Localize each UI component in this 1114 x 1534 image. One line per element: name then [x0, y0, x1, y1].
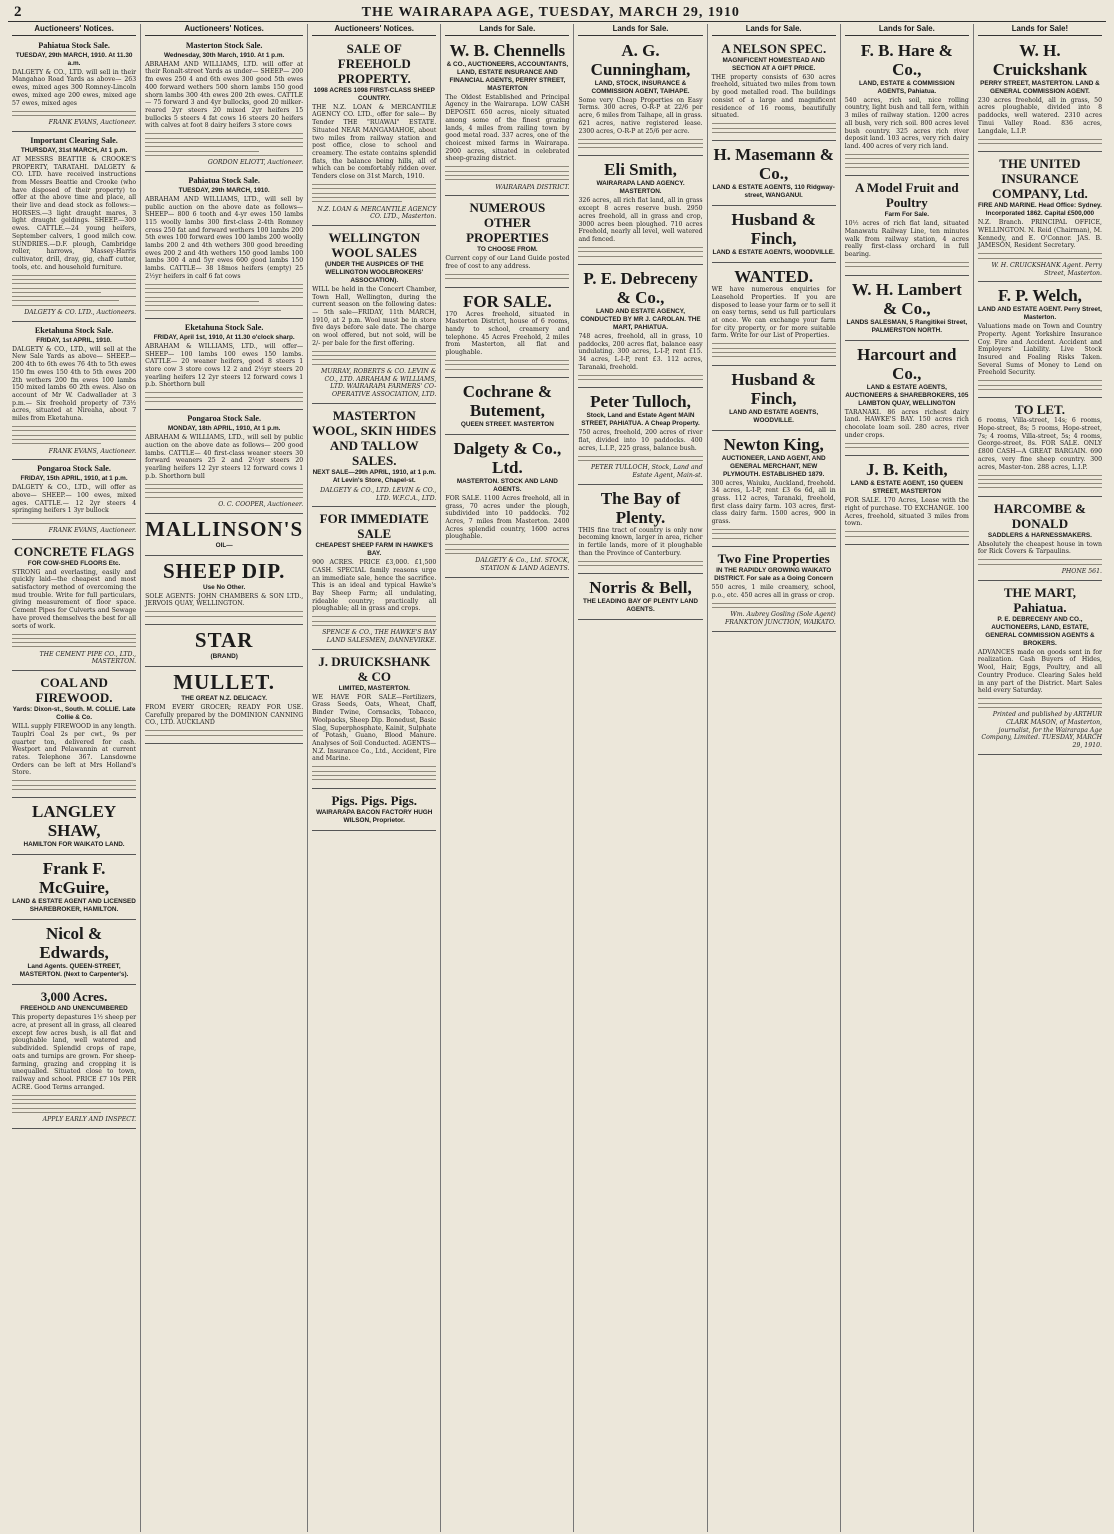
ad-title: A. G. Cunningham, [590, 40, 691, 79]
ad-title: THE UNITED INSURANCE COMPANY, Ltd. [992, 156, 1088, 202]
ad-subtitle: Stock, Land and Estate Agent MAIN STREET, PAHIATUA. A Cheap Property. [581, 412, 700, 428]
ad-body: ABRAHAM & WILLIAMS, LTD., will sell by public auction on the above date as follows— 200 good lambs. CATTLE— 40 first-class weaner steers 30 forward weaners 25 2 and 2½yr steers 20 yearling heifers 12 2yr steers 12 forward cows 1 p.b. Shorthorn bull [145, 434, 304, 480]
ad-signature: APPLY EARLY AND INSPECT. [42, 1116, 137, 1124]
ad-subtitle: LAND & ESTATE AGENTS, WOODVILLE. [712, 249, 835, 257]
ad-body: 900 ACRES. PRICE £3,000. £1,500 CASH. SPECIAL family reasons urge an immediate sale, hence the sacrifice. This is an ideal and typical Hawke's Bay Sheep Farm; all undulating, rideable country; practically all ploughable; all in grass and crops. [312, 559, 437, 613]
ad-body-continuation [445, 544, 569, 554]
ad-signature: PETER TULLOCH, Stock, Land and Estate Agent, Main-st. [591, 464, 703, 479]
advertisement [145, 321, 303, 410]
advertisement [578, 487, 702, 575]
ad-title: FOR SALE. [462, 291, 552, 311]
ad-subtitle: IN THE RAPIDLY GROWING WAIKATO DISTRICT. For sale as a Going Concern [714, 566, 834, 582]
ad-title: STAR [194, 628, 254, 653]
ad-title: Important Clearing Sale. [30, 135, 118, 145]
ad-title: Cochrane & Butement, [462, 381, 552, 420]
ad-title: Nicol & Edwards, [39, 924, 109, 963]
ad-subtitle: TUESDAY, 29th MARCH, 1910. At 11.30 a.m. [15, 51, 133, 67]
ad-title: F. B. Hare & Co., [860, 40, 953, 79]
ad-subtitle: WAIRARAPA LAND AGENCY. MASTERTON. [596, 180, 685, 196]
advertisement [712, 143, 836, 206]
ad-body-continuation [712, 123, 836, 133]
advertisement [712, 265, 836, 365]
ad-body-continuation [712, 343, 836, 357]
advertisement [12, 857, 136, 920]
ad-signature: PHONE 561. [1061, 568, 1103, 576]
ad-body: 750 acres, freehold, 200 acres of river flat, divided into 10 paddocks. 400 acres, L.I.P., 225 grass, balance bush. [578, 429, 703, 452]
ad-body-continuation [312, 184, 436, 202]
ad-body: FROM EVERY GROCER; READY FOR USE. Carefully prepared by the DOMINION CANNING CO., LTD. AUCKLAND [145, 704, 304, 727]
ad-title: Eli Smith, [604, 160, 677, 180]
page-number: 2 [14, 4, 22, 20]
advertisement [712, 549, 836, 632]
ad-body-continuation [312, 766, 436, 780]
ad-subtitle: LAND, ESTATE & COMMISSION AGENTS, Pahiatua. [858, 79, 955, 95]
column-4 [441, 24, 574, 1532]
ad-subtitle: FRIDAY, 15th APRIL, 1910, at 1 p.m. [20, 475, 128, 483]
advertisement [978, 284, 1102, 398]
ad-title: MULLET. [173, 670, 276, 695]
ad-body-continuation [145, 484, 303, 498]
ad-body: ABRAHAM & WILLIAMS, LTD., will offer— SHEEP— 100 lambs 100 ewes 150 lambs. CATTLE— 20 weaner heifers, good 8 steers 1 store cow 3 store cows 12 2 and 2½yr steers 20 yearling heifers 12 2yr steers 12 forward cows 1 p.b. Shorthorn bull [145, 342, 304, 389]
ad-body: AT MESSRS BEATTIE & CROOKE'S PROPERTY, TARATAHI. DALGETY & CO. LTD. have received instructions from Messrs Beattie and Crooke (who have disposed of their property) to offer at the above time and place, all their live and dead stock as follows:— HORSES.—3 light draught mares, 3 light draught geldings. SHEEP.—300 ewes. CATTLE.—24 young heifers, September calvers, 1 good milch cow. SUNDRIES.—D.F. plough, Cambridge roller, harrows, Massey-Harris cultivator, drill, dray, gig, chaff cutter, tools, etc. and household furniture. [12, 155, 137, 271]
column-1 [8, 24, 141, 1532]
ad-subtitle: LAND & ESTATE AGENTS, AUCTIONEERS & SHAREBROKERS, 105 LAMBTON QUAY, WELLINGTON [845, 383, 969, 407]
ad-title: J. DRUICKSHANK & CO [318, 653, 431, 684]
ad-subtitle: LAND & ESTATE AGENT AND LICENSED SHAREBROKER, HAMILTON. [12, 898, 136, 914]
advertisement [145, 516, 303, 556]
advertisement [978, 400, 1102, 496]
ad-body: 550 acres, 1 mile creamery, school, p.o., etc. 450 acres all in grass or crop. [711, 583, 836, 599]
ad-title: J. B. Keith, [865, 460, 948, 480]
ad-signature: FRANK EVANS, Auctioneer. [48, 119, 137, 127]
ad-body: ABRAHAM AND WILLIAMS, LTD., will sell by public auction on the above date as follows— SHEEP— 800 6 tooth and 4-yr ewes 150 lambs 115 woolly lambs 300 first-class 2-4th Romney cross 250 fat and forward wethers 100 lambs 200 5th ewes 100 forward ewes 100 lambs 200 woolly lambs 200 2 and 4th wethers 300 good breeding ewes 200 2 and 4th wethers 150 good lambs 100 lambs 300 4 and 5yr ewes 600 good lambs 150 lambs. CATTLE— 38 18mos heifers (empty) 25 2½yr heifers in calf 6 fat cows [145, 195, 304, 280]
ad-body: ABRAHAM AND WILLIAMS, LTD. will offer at their Ronalt-street Yards as under— SHEEP— 200 fm ewes 250 4 and 6th ewes 300 good 5th ewes 400 forward wethers 500 shorn lambs 150 good shorn lambs 300 4th ewes 200 2th ewes. CATTLE— 75 forward 3 and 4yr bullocks, good 20 milker-reared 2yr steers 20 mixed 2yr heifers 15 bullocks 5 steers 4 fat cows 16 steers 20 heifers with calves at foot 8 dairy heifers 3 store cows [145, 60, 304, 130]
ad-body: WE HAVE FOR SALE—Fertilizers, Grass Seeds, Oats, Wheat, Chaff, Binder Twine, Cornsacks, Tobacco, Woolpacks, Sheep Dip. Bonedust, Basic Slag, Superphosphate, Kainit, Sulphate of Potash, Guano, Blood Manure. Analyses of Soil Conducted. AGENTS— N.Z. Insurance Co., Ltd., Accident, Fire and Marine. [312, 693, 437, 763]
advertisement [145, 174, 303, 319]
ad-body-continuation [845, 531, 969, 536]
column-header: Auctioneers' Notices. [312, 24, 436, 36]
ad-signature: THE CEMENT PIPE CO., LTD., MASTERTON. [39, 650, 137, 666]
ad-body-continuation [445, 274, 569, 279]
ad-body-continuation [145, 284, 303, 311]
ad-title: Peter Tulloch, [590, 392, 691, 412]
ad-title: SALE OF FREEHOLD PROPERTY. [337, 40, 411, 86]
ad-body-continuation [145, 730, 303, 735]
ad-title: Eketahuna Stock Sale. [34, 325, 114, 335]
ad-signature: O. C. COOPER, Auctioneer. [218, 501, 304, 509]
ad-body: FOR SALE. 170 Acres, Lease with the right of purchase. TO EXCHANGE. 100 Acres, freehold, situated 3 miles from town. [844, 497, 969, 528]
ad-signature: MURRAY, ROBERTS & CO. LEVIN & CO., LTD. ABRAHAM & WILLIAMS, LTD. WAIRARAPA FARMERS' CO-OPERATIVE ASSOCIATION, LTD. [321, 368, 437, 399]
advertisement [578, 158, 702, 264]
ad-title: W. H. Cruickshank [992, 40, 1088, 79]
ad-body-continuation [978, 139, 1102, 144]
advertisement [312, 791, 436, 831]
ad-body: THE property consists of 630 acres freehold, situated two miles from town by good metalled road. The buildings consist of a large and magnificent residence of 16 rooms, beautifully situated. [711, 73, 836, 120]
column-header: Lands for Sale. [445, 24, 569, 36]
advertisement [12, 987, 136, 1129]
ad-title: MASTERTON WOOL, SKIN HIDES AND TALLOW SALES. [312, 407, 437, 468]
columns [8, 24, 1106, 1532]
advertisement [12, 922, 136, 985]
ad-body-continuation [578, 139, 702, 149]
ad-body: FOR SALE. 1100 Acres freehold, all in grass, 70 acres under the plough, subdivided into 10 paddocks. 702 Acres, 7 miles from Masterton. 2400 Acres splendid country, 1600 acres ploughable. [445, 494, 570, 541]
ad-title: 3,000 Acres. [40, 989, 108, 1005]
advertisement [712, 208, 836, 263]
ad-body-continuation [978, 559, 1102, 564]
ad-title: P. E. Debreceny & Co., [583, 268, 698, 307]
ad-body-continuation [145, 392, 303, 402]
advertisement [12, 324, 136, 461]
masthead-title: THE WAIRARAPA AGE, TUESDAY, MARCH 29, 1910 [361, 4, 740, 20]
column-5 [574, 24, 707, 1532]
ad-body-continuation [445, 360, 569, 370]
ad-title: Masterton Stock Sale. [185, 40, 263, 50]
ad-signature: Wm. Aubrey Gosling (Sole Agent) FRANKTON JUNCTION, WAIKATO. [724, 611, 836, 626]
advertisement [845, 39, 969, 176]
ad-subtitle: HAMILTON FOR WAIKATO LAND. [23, 841, 125, 849]
ad-body: This property depastures 1½ sheep per acre, at present all in grass, all cleared except few acres bush, is all flat and ploughable land, well watered and subdivided. Splendid crops of rape, oats and turnips are grown. For sheep-farming, grazing and cropping it is unequalled. Situated close to town, railway and school. PRICE £7 10s PER ACRE. Good Terms arranged. [12, 1014, 137, 1091]
ad-body: THE N.Z. LOAN & MERCANTILE AGENCY CO. LTD., offer for sale— By Tender THE "RUAWAI" ESTATE. Situated NEAR MANGAMAHOE, about two miles from railway station and post office, close to school and creamery. The estate contains splendid flats, the balance being hills, all of which can be comfortably ridden over. Tenders close on 31st March, 1910. [312, 103, 437, 181]
ad-body: Absolutely the cheapest house in town for Rick Covers & Tarpaulins. [977, 540, 1103, 556]
ad-subtitle: 1098 ACRES 1098 FIRST-CLASS SHEEP COUNTRY. [313, 86, 435, 102]
ad-signature: W. H. CRUICKSHANK Agent. Perry Street, Masterton. [991, 261, 1103, 277]
ad-body: 540 acres, rich soil, nice rolling country, light bush and tall fern, within 3 miles of railway station. 1200 acres all bush, very rich soil. 800 acres level bush country. 325 acres rich river deposit land. 103 acres, very rich dairy land. 400 acres of very rich land. [844, 96, 969, 150]
ad-body-continuation [12, 518, 136, 523]
ad-title: Norris & Bell, [589, 578, 692, 598]
advertisement [845, 178, 969, 275]
ad-signature: N.Z. LOAN & MERCANTILE AGENCY CO. LTD., Masterton. [317, 205, 437, 221]
ad-subtitle: MASTERTON. STOCK AND LAND AGENTS. [456, 477, 558, 493]
ad-body: DALGETY & CO., LTD., will offer as above— SHEEP.— 100 ewes, mixed ages. CATTLE.— 12 2yr steers 4 springing heifers 1 3yr bullock [12, 484, 137, 515]
ad-title: W. B. Chennells [449, 40, 566, 60]
ad-title: Eketahuna Stock Sale. [184, 322, 264, 332]
ad-body: 748 acres, freehold, all in grass, 10 paddocks, 200 acres flat, balance easy undulating. 300 acres, L-I-P, rent £15. 34 acres, L-I-P, rent £3. 112 acres, Taranaki, freehold. [578, 332, 703, 371]
advertisement [312, 39, 436, 226]
ad-subtitle: PERRY STREET, MASTERTON. LAND & GENERAL COMMISSION AGENT. [980, 79, 1100, 95]
ad-body: WILL be held in the Concert Chamber, Town Hall, Wellington, during the current season on the following dates:— 5th sale—FRIDAY, 11th MARCH, 1910, at 2 p.m. Wool must be in store five days before sale date. The charge on wool offered, but not sold, will be 2/- per bale for the first offering. [312, 285, 437, 347]
column-header: Auctioneers' Notices. [145, 24, 303, 36]
ad-title: Husband & Finch, [731, 369, 816, 408]
ad-title: The Bay of Plenty. [600, 488, 681, 527]
ad-subtitle: LAND AND ESTATE AGENCY, CONDUCTED BY MR J. CAROLAN. THE MART, PAHIATUA. [580, 307, 701, 331]
column-6 [708, 24, 841, 1532]
ad-body: SOLE AGENTS: JOHN CHAMBERS & SON LTD., JERVOIS QUAY, WELLINGTON. [145, 592, 304, 608]
ad-body-continuation [978, 698, 1102, 708]
ad-title: Dalgety & Co., Ltd. [453, 438, 562, 477]
ad-body-continuation [12, 275, 136, 306]
ad-title: A Model Fruit and Poultry [854, 180, 959, 211]
ad-subtitle: LAND & ESTATE AGENTS, 110 Ridgway-street, WANGANUI. [712, 184, 835, 200]
ad-title: Two Fine Properties [717, 550, 830, 566]
advertisement [445, 437, 569, 578]
advertisement [145, 412, 303, 513]
ad-signature: SPENCE & CO., THE HAWKE'S BAY LAND SALESMEN, DANNEVIRKE. [322, 629, 437, 645]
ad-subtitle: MONDAY, 18th APRIL, 1910, At 1 p.m. [167, 425, 281, 433]
ad-title: W. H. Lambert & Co., [851, 279, 962, 318]
ad-title: Pahiatua Stock Sale. [38, 40, 110, 50]
ad-body-continuation [978, 253, 1102, 258]
ad-title: CONCRETE FLAGS [13, 543, 135, 559]
column-2 [141, 24, 308, 1532]
advertisement [145, 558, 303, 625]
ad-body: The Oldest Established and Principal Agency in the Wairarapa. LOW CASH DEPOSIT. 650 acres, nicely situated among some of the finest grazing lands, 4 miles from railing town by good metal road. 337 acres, one of the choicest mixed farms in Wairarapa. 2900 acres, situated in celebrated sheep-grazing district. [445, 93, 570, 163]
ad-body-continuation [978, 475, 1102, 489]
ad-title: COAL AND FIREWOOD. [35, 675, 113, 706]
ad-title: HARCOMBE & DONALD [993, 500, 1086, 531]
ad-body-continuation [845, 262, 969, 267]
ad-subtitle: (BRAND) [210, 653, 238, 661]
ad-body: DALGETY & CO., LTD., will sell at the New Sale Yards as above— SHEEP.— 200 4th to 6th ewes 76 4th to 5th ewes 150 fm ewes 150 4th to 5th ewes 200 2th wethers 200 fm ewes 100 lambs 150 mixed lambs 60 2th ewes. Also on account of Mr W. Cadwallader at 3 p.m.— Six freehold property of 73½ acres, situated at Nireaha, about 7 miles from Eketahuna. [12, 345, 137, 423]
advertisement [445, 198, 569, 287]
column-3 [308, 24, 441, 1532]
ad-title: Pigs. Pigs. Pigs. [331, 792, 418, 808]
ad-body-continuation [845, 154, 969, 168]
ad-subtitle: WAIRARAPA BACON FACTORY HUGH WILSON, Proprietor. [316, 808, 433, 824]
ad-body-continuation [12, 111, 136, 116]
ad-body: THIS fine tract of country is only now becoming known, larger in area, richer in fertile lands, more of it ploughable than the Province of Canterbury. [578, 526, 703, 557]
ad-body: WE have numerous enquiries for Leasehold Properties. If you are disposed to lease your farm or to sell it on easy terms, send us full particulars at once. We can exchange your farm for city property, or for more suitable farm. Write for our List of Properties. [711, 286, 836, 340]
column-8 [974, 24, 1106, 1532]
ad-subtitle: LANDS SALESMAN, 5 Rangitikei Street, PALMERSTON NORTH. [846, 318, 968, 334]
ad-body: 170 Acres freehold, situated in Masterton District, house of 6 rooms, handy to school, creamery and telephone. 45 Acres Freehold, 2 miles from Masterton, all flat and ploughable. [445, 310, 570, 357]
ad-body: 326 acres, all rich flat land, all in grass except 8 acres reserve bush. 2950 acres freehold, all in grass and crop, 3000 acres been ploughed. 710 acres Freehold, nearly all level, well watered and fenced. [578, 197, 703, 243]
ad-subtitle: P. E. DEBRECENY AND CO., AUCTIONEERS, LAND, ESTATE, GENERAL COMMISSION AGENTS & BROKERS. [985, 615, 1095, 647]
ad-title: NUMEROUS OTHER PROPERTIES [466, 200, 549, 246]
column-header: Auctioneers' Notices. [12, 24, 136, 36]
advertisement [312, 228, 436, 404]
advertisement [445, 39, 569, 197]
ad-signature: GORDON ELIOTT, Auctioneer. [207, 159, 304, 167]
ad-body: 10½ acres of rich flat land, situated Manawatu Railway Line, ten minutes walk from railway station, 4 acres really first-class orchard in full bearing. [844, 220, 969, 258]
ad-body: Some very Cheap Properties on Easy Terms. 300 acres, O-R-P at 22/6 per acre, 6 miles from Taihape, all in grass. 621 acres, native registered lease. 2300 acres, O-R-P at 25/6 per acre. [578, 96, 703, 135]
ad-title: FOR IMMEDIATE SALE [319, 511, 429, 542]
advertisement [978, 39, 1102, 152]
ad-title: Husband & Finch, [731, 210, 816, 249]
ad-signature: DALGETY & CO., LTD. LEVIN & CO., LTD. W.F.C.A., LTD. [320, 486, 437, 502]
column-header: Lands for Sale. [578, 24, 702, 36]
ad-subtitle: LAND, STOCK, INSURANCE & COMMISSION AGENT, TAIHAPE. [591, 79, 690, 95]
advertisement [978, 583, 1102, 755]
ad-body: ADVANCES made on goods sent in for realization. Cash Buyers of Hides, Wool, Hair, Eggs, Poultry, and all Country Produce. Clearing Sales held in any part of the District. Mart Sales held every Saturday. [977, 648, 1103, 695]
ad-subtitle: AUCTIONEER, LAND AGENT, AND GENERAL MERCHANT, NEW PLYMOUTH. ESTABLISHED 1879. [721, 454, 826, 478]
advertisement [712, 39, 836, 141]
ad-signature: Printed and published by ARTHUR CLARK MASON, of Masterton, journalist, for the Wairarapa Age Company, Limited. TUESDAY, MARCH 29, 1910. [981, 711, 1103, 749]
advertisement [712, 433, 836, 547]
advertisement [12, 542, 136, 672]
ad-subtitle: Wednesday, 30th March, 1910. At 1 p.m. [164, 51, 285, 59]
ad-body-continuation [578, 375, 702, 380]
advertisement [312, 509, 436, 650]
ad-signature: DALGETY & Co., Ltd. STOCK, STATION & LAND AGENTS. [475, 557, 570, 573]
ad-subtitle: THE LEADING BAY OF PLENTY LAND AGENTS. [583, 598, 698, 614]
ad-title: MALLINSON'S [145, 516, 304, 541]
ad-body-continuation [845, 443, 969, 448]
column-header: Lands for Sale! [978, 24, 1102, 36]
ad-subtitle: Use No Other. [203, 583, 246, 591]
advertisement [12, 673, 136, 798]
ad-body: 230 acres freehold, all in grass, 50 acres ploughable, divided into 8 paddocks, well watered. 2310 acres Tinui Valley Road. 836 acres, Langdale, L.I.P. [977, 96, 1103, 135]
advertisement [578, 267, 702, 388]
ad-body: WILL supply FIREWOOD in any length. Tauplri Coal 2s per cwt., 9s per quarter ton, delivered for cash. Westport and Pelawannin at current rates. Telephone 367. Lansdowne Orders can be left at Mrs Holland's Store. [12, 723, 137, 777]
ad-signature: WAIRARAPA DISTRICT. [495, 183, 570, 191]
advertisement [845, 278, 969, 341]
ad-body: N.Z. Branch. PRINCIPAL OFFICE, WELLINGTON. N. Reid (Chairman), M. Kennedy, and E. O'Connor. JAS. B. JAMESON, Resident Secretary. [977, 219, 1103, 250]
advertisement [845, 458, 969, 545]
ad-body-continuation [145, 133, 303, 155]
ad-title: Pahiatua Stock Sale. [188, 175, 260, 185]
ad-subtitle: TO CHOOSE FROM. [477, 246, 538, 254]
ad-body-continuation [145, 611, 303, 616]
advertisement [712, 368, 836, 431]
advertisement [445, 380, 569, 435]
ad-subtitle: FRIDAY, 1st APRIL, 1910. [36, 336, 112, 344]
ad-subtitle: THURSDAY, 31st MARCH, At 1 p.m. [20, 146, 128, 154]
ad-subtitle: CHEAPEST SHEEP FARM IN HAWKE'S BAY. [315, 542, 433, 558]
ad-subtitle: LAND AND ESTATE AGENT. Perry Street, Masterton. [977, 306, 1102, 322]
ad-body-continuation [12, 634, 136, 648]
advertisement [12, 462, 136, 539]
ad-body-continuation [12, 426, 136, 444]
ad-body: Current copy of our Land Guide posted free of cost to any address. [445, 255, 570, 270]
ad-signature: FRANK EVANS, Auctioneer. [48, 526, 137, 534]
ad-subtitle: Yards: Dixon-st., South. M. COLLIE. Late Collie & Co. [12, 706, 136, 722]
ad-body: TARANAKI. 86 acres richest dairy land. HAWKE'S BAY. 150 acres rich chocolate loam soil. 280 acres, river under crops. [844, 408, 969, 439]
ad-body-continuation [12, 1095, 136, 1113]
ad-body: 6 rooms, Villa-street, 14s; 6 rooms, Hope-street, 8s; 5 rooms, Hope-street, 7s; 4 rooms, Villa-street, 5s; 4 rooms, George-street, 8s. FOR SALE. ONLY £800 CASH—A GREAT BARGAIN. 690 acres, very fine sheep country. 300 acres, Master-ton. 288 acres, L.I.P. [977, 417, 1103, 471]
ad-subtitle: OIL— [215, 541, 233, 549]
ad-signature: DALGETY & CO. LTD., Auctioneers. [24, 309, 137, 317]
ad-subtitle: & CO., AUCTIONEERS, ACCOUNTANTS, LAND, ESTATE INSURANCE AND FINANCIAL AGENTS, PERRY STREET, MASTERTON [446, 60, 569, 92]
ad-body-continuation [978, 380, 1102, 390]
ad-body-continuation [712, 529, 836, 539]
ad-subtitle: THE GREAT N.Z. DELICACY. [181, 695, 268, 703]
ad-body-continuation [578, 561, 702, 566]
ad-subtitle: LAND AND ESTATE AGENTS, WOODVILLE. [729, 408, 819, 424]
ad-subtitle: FIRE AND MARINE. Head Office: Sydney. Incorporated 1862. Capital £500,000 [977, 202, 1102, 218]
ad-subtitle: SADDLERS & HARNESSMAKERS. [987, 531, 1092, 539]
ad-body-continuation [445, 166, 569, 180]
ad-subtitle: MAGNIFICENT HOMESTEAD AND SECTION AT A GIFT PRICE. [722, 56, 825, 72]
advertisement [145, 669, 303, 744]
ad-title: WANTED. [734, 267, 814, 287]
ad-title: Pongaroa Stock Sale. [187, 414, 262, 424]
ad-body: STRONG and everlasting, easily and quickly laid—the cheapest and most satisfactory method of overcoming the mud trouble. Write for full particulars, giving measurement of floor space. Cement Pipes for Culverts and Sewage have proved themselves the best for all sorts of work. [12, 568, 137, 630]
advertisement [978, 499, 1102, 581]
ad-subtitle: NEXT SALE—29th APRIL, 1910, at 1 p.m. At Levin's Store, Chapel-st. [312, 468, 436, 484]
advertisement [145, 39, 303, 172]
ad-title: F. P. Welch, [997, 286, 1082, 306]
masthead [8, 4, 1106, 22]
ad-subtitle: LAND & ESTATE AGENT, 150 QUEEN STREET, MASTERTON [850, 480, 963, 496]
ad-subtitle: FRIDAY, April 1st, 1910, At 11.30 o'clock sharp. [153, 333, 295, 341]
ad-body-continuation [312, 351, 436, 365]
ad-body: 300 acres, Waiuku, Auckland, freehold. 34 acres, L-I-P, rent £3 6s 6d, all in grass. 112 acres, Taranaki, freehold, first class dairy farm. 103 acres, first-class dairy farm. 1500 acres, 900 in grass. [711, 479, 836, 526]
ad-subtitle: QUEEN STREET. MASTERTON [460, 420, 554, 428]
advertisement [312, 652, 436, 789]
ad-subtitle: LIMITED, MASTERTON. [338, 684, 410, 692]
ad-title: Pongaroa Stock Sale. [37, 464, 111, 474]
advertisement [12, 134, 136, 322]
ad-body: Valuations made on Town and Country Property. Agent Yorkshire Insurance Coy. Fire and Accident. Accident and Employers' Liability. Live Stock Insured and Foaling Risks Taken. Several Sums of Money to Lend on Freehold Security. [977, 323, 1103, 377]
ad-title: A NELSON SPEC. [721, 40, 827, 56]
ad-body-continuation [578, 247, 702, 257]
advertisement [845, 343, 969, 457]
advertisement [578, 390, 702, 484]
ad-subtitle: Farm For Sale. [884, 211, 929, 219]
ad-subtitle: FOR COW-SHED FLOORS Etc. [27, 559, 121, 567]
advertisement [578, 39, 702, 157]
ad-title: SHEEP DIP. [162, 558, 286, 583]
ad-body-continuation [712, 603, 836, 608]
ad-title: Frank F. McGuire, [39, 859, 110, 898]
ad-body-continuation [312, 616, 436, 626]
ad-body-continuation [578, 456, 702, 461]
advertisement [312, 406, 436, 507]
ad-title: Harcourt and Co., [857, 344, 957, 383]
ad-subtitle: FREEHOLD AND UNENCUMBERED [20, 1005, 128, 1013]
advertisement [12, 800, 136, 855]
ad-title: THE MART, Pahiatua. [1003, 584, 1077, 615]
column-7 [841, 24, 974, 1532]
ad-title: H. Masemann & Co., [713, 145, 834, 184]
ad-subtitle: TUESDAY, 29th MARCH, 1910. [178, 186, 270, 194]
ad-title: Newton King, [723, 434, 824, 454]
ad-title: TO LET. [1014, 402, 1065, 418]
advertisement [978, 154, 1102, 282]
ad-title: LANGLEY SHAW, [32, 802, 117, 841]
column-header: Lands for Sale. [712, 24, 836, 36]
advertisement [12, 39, 136, 132]
advertisement [145, 627, 303, 667]
ad-signature: FRANK EVANS, Auctioneer. [48, 447, 137, 455]
ad-subtitle: (UNDER THE AUSPICES OF THE WELLINGTON WOOLBROKERS' ASSOCIATION). [324, 260, 424, 284]
ad-title: WELLINGTON WOOL SALES [328, 229, 420, 260]
ad-subtitle: Land Agents. QUEEN-STREET, MASTERTON. (Next to Carpenter's). [19, 963, 129, 979]
ad-body: DALGETY & CO., LTD. will sell in their Mangahao Road Yards as above— 263 ewes, mixed ages 300 Romney-Lincoln ewes, mixed age 200 ewes, mixed age 57 ewes, mixed ages [12, 68, 137, 107]
advertisement [445, 290, 569, 378]
column-header: Lands for Sale. [845, 24, 969, 36]
advertisement [578, 576, 702, 620]
ad-body-continuation [12, 780, 136, 790]
